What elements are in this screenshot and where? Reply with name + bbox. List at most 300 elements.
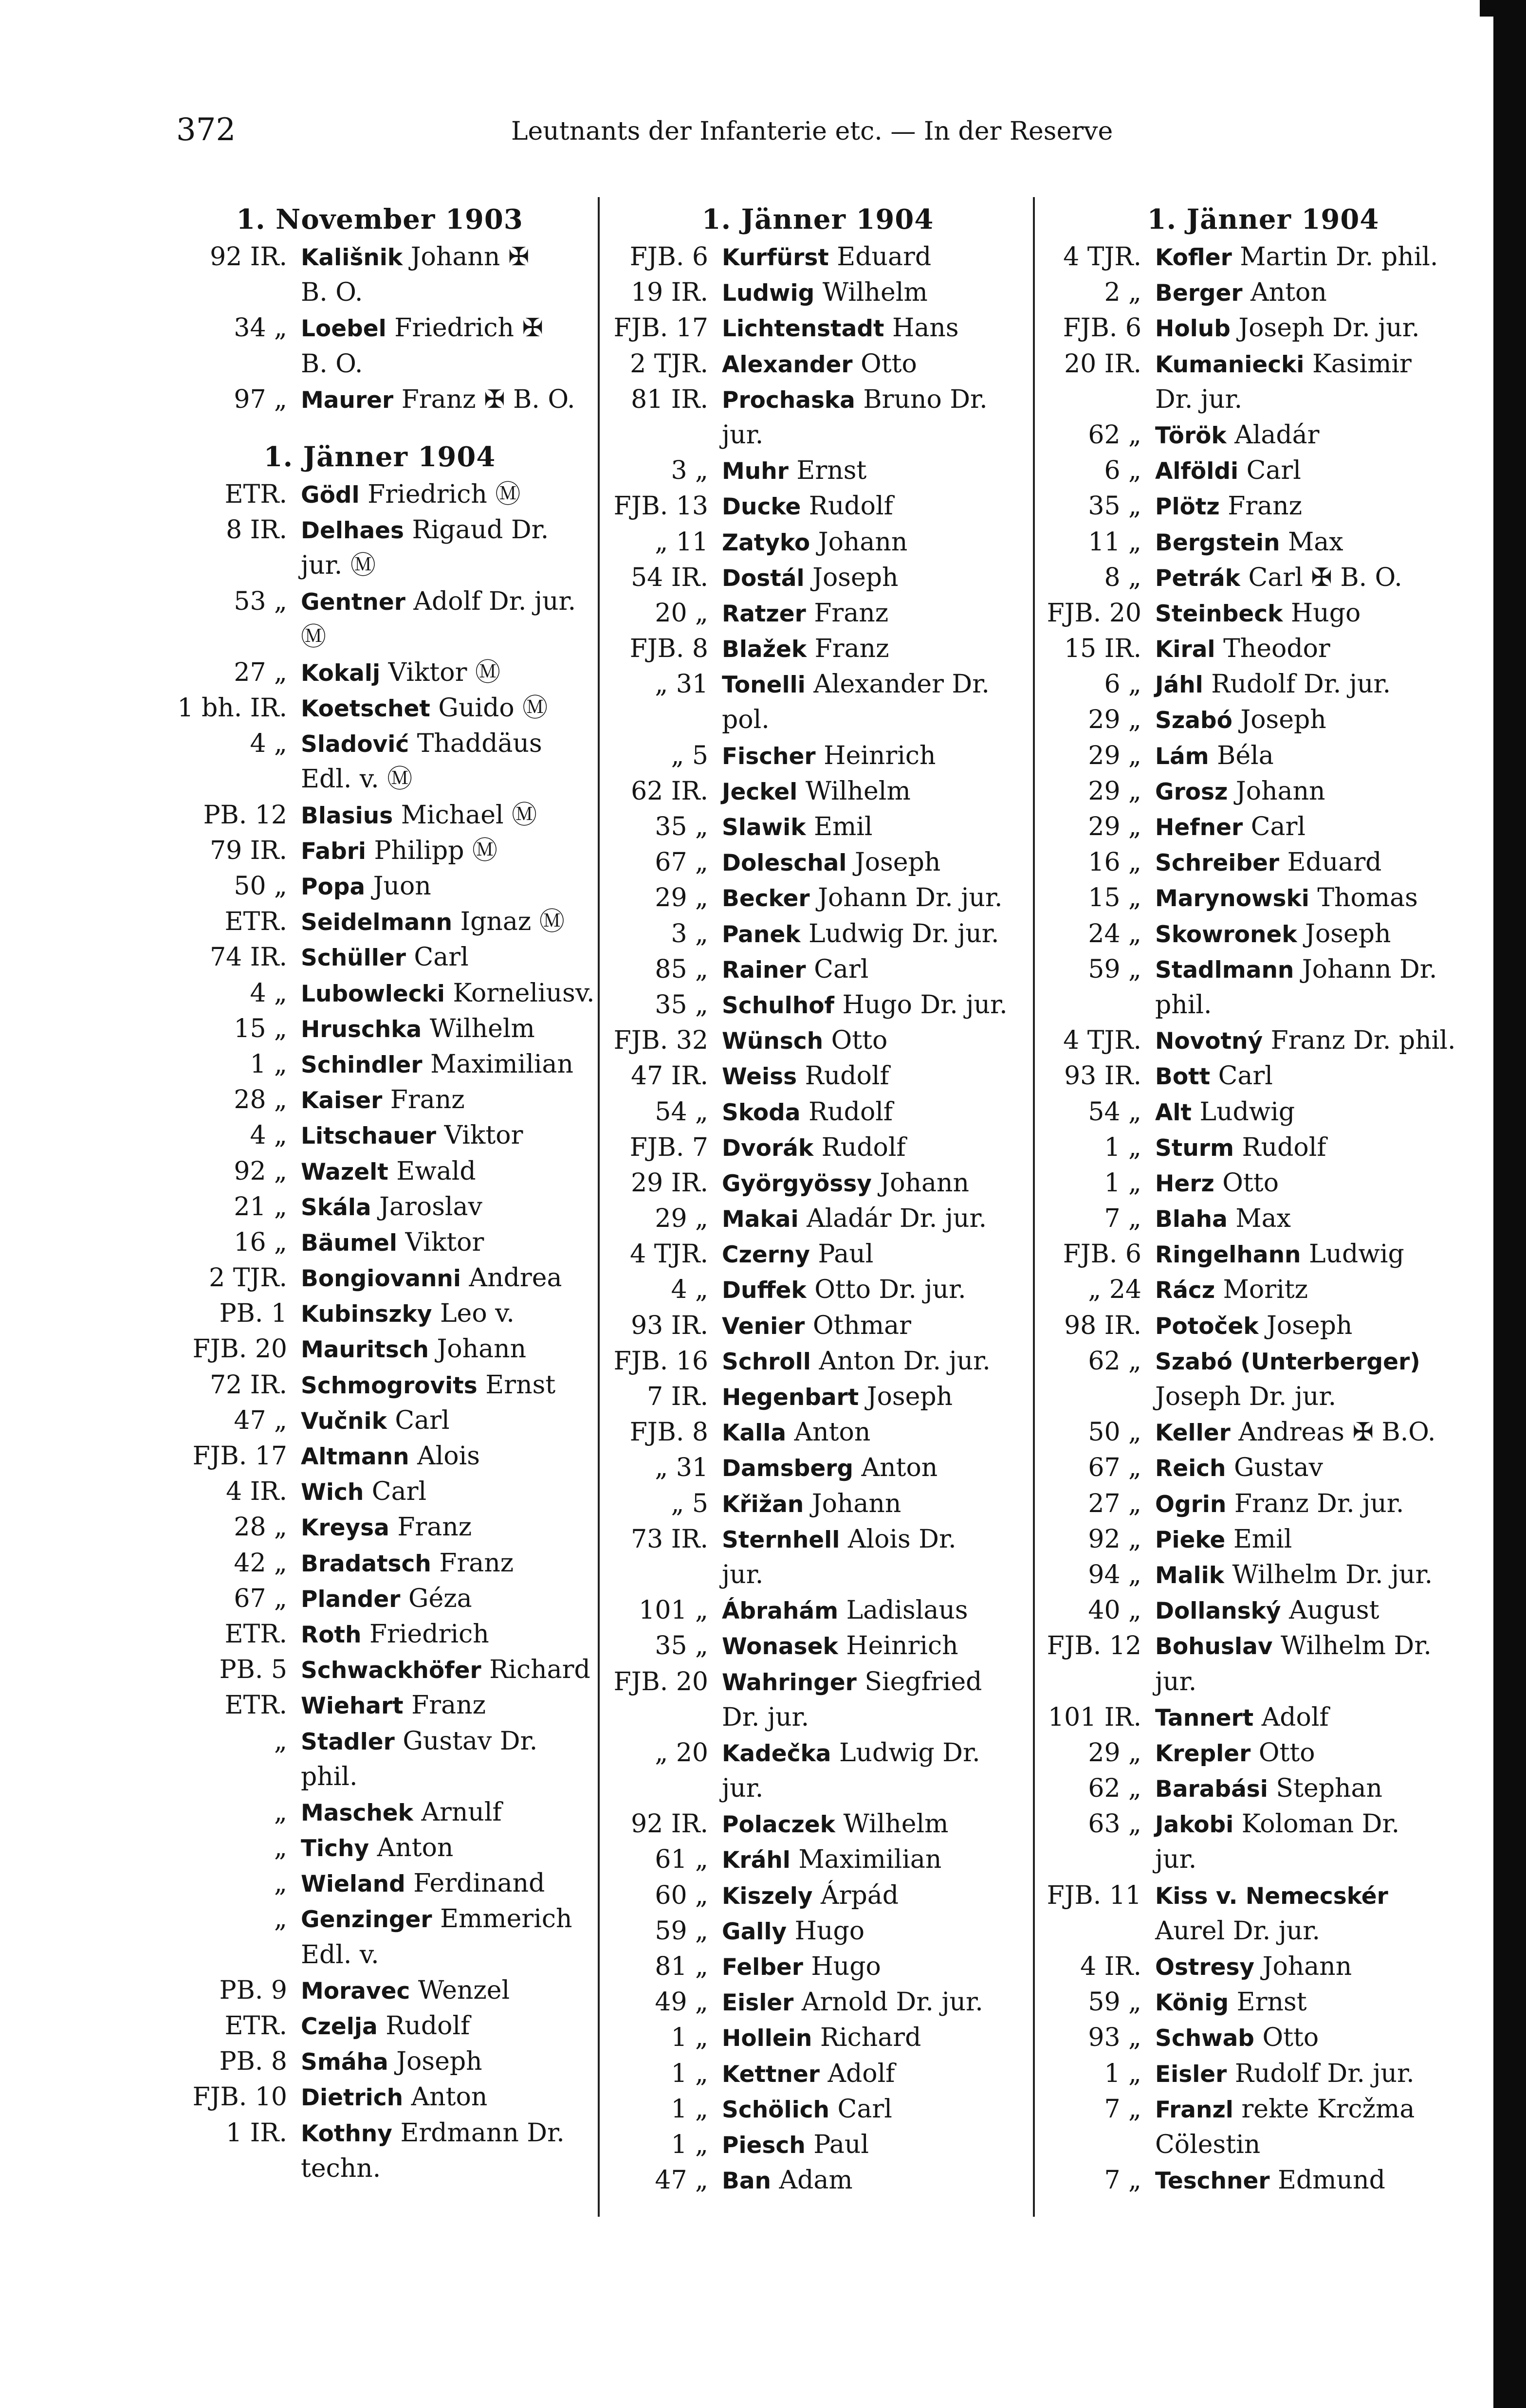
- surname: Kofler: [1155, 244, 1232, 271]
- given-name-and-notes: Cölestin: [1155, 2130, 1261, 2159]
- officer-entry: [606, 1593, 1030, 1628]
- surname: Kumaniecki: [1155, 351, 1305, 378]
- unit-label: FJB. 6: [1063, 313, 1141, 343]
- unit-label: 1 „: [671, 2094, 708, 2124]
- unit-label: 93 „: [1088, 2023, 1141, 2053]
- surname: Steinbeck: [1155, 600, 1283, 627]
- officer-name: [722, 1664, 982, 1700]
- column-1: [165, 200, 594, 2187]
- unit-label: 29 „: [1088, 705, 1141, 735]
- surname: Kothny: [301, 2120, 392, 2147]
- given-name-and-notes: Ludwig Dr.: [831, 1738, 980, 1768]
- officer-entry: [1039, 1914, 1487, 1949]
- officer-name: [722, 1308, 911, 1344]
- officer-name: [722, 1023, 887, 1059]
- officer-name: [1155, 880, 1418, 916]
- given-name-and-notes: August: [1281, 1596, 1379, 1625]
- surname: Hegenbart: [722, 1384, 859, 1411]
- officer-name: [722, 560, 899, 596]
- surname: Wonasek: [722, 1633, 838, 1660]
- given-name-and-notes: Joseph: [1232, 705, 1326, 735]
- given-name-and-notes: Viktor: [397, 1227, 484, 1257]
- officer-name: [1155, 1344, 1420, 1380]
- unit-label: ETR.: [224, 2011, 287, 2041]
- given-name-and-notes: Ludwig Dr. jur.: [800, 919, 999, 949]
- unit-label: 1 „: [671, 2059, 708, 2088]
- surname: Berger: [1155, 280, 1243, 307]
- officer-entry: [606, 1450, 1030, 1486]
- unit-label: PB. 9: [219, 1975, 287, 2005]
- officer-entry: [606, 2020, 1030, 2056]
- officer-name: [722, 667, 990, 703]
- given-name-and-notes: Rudolf: [797, 1061, 889, 1091]
- given-name-and-notes: Ⓜ: [301, 622, 327, 652]
- surname: Alföldi: [1155, 458, 1239, 485]
- given-name-and-notes: Dr. jur.: [722, 1702, 809, 1732]
- officer-entry: [1039, 845, 1487, 880]
- surname: Stadler: [301, 1728, 395, 1755]
- officer-entry: [606, 880, 1030, 916]
- unit-label: 8 IR.: [226, 515, 287, 545]
- unit-label: 19 IR.: [631, 278, 708, 308]
- given-name-and-notes: Ladislaus: [838, 1596, 968, 1625]
- officer-name: [301, 869, 431, 905]
- officer-entry: [165, 1581, 594, 1617]
- officer-name: [722, 453, 866, 489]
- unit-label: 62 „: [1088, 420, 1141, 450]
- surname: Jeckel: [722, 778, 798, 805]
- officer-name: [1155, 418, 1320, 454]
- surname: Seidelmann: [301, 909, 453, 936]
- given-name-and-notes: Michael Ⓜ: [393, 800, 537, 830]
- unit-label: 20 IR.: [1064, 349, 1141, 379]
- officer-name: [1155, 1842, 1196, 1878]
- given-name-and-notes: phil.: [301, 1762, 358, 1791]
- unit-label: 29 IR.: [631, 1168, 708, 1198]
- surname: Slawik: [722, 814, 806, 841]
- given-name-and-notes: Emmerich: [432, 1904, 572, 1934]
- surname: Fabri: [301, 838, 367, 865]
- given-name-and-notes: Jaroslav: [371, 1192, 482, 1222]
- officer-entry: [606, 2092, 1030, 2127]
- given-name-and-notes: Ernst: [788, 456, 867, 486]
- officer-name: [1155, 1308, 1352, 1344]
- column-2: [606, 200, 1030, 2198]
- given-name-and-notes: Carl: [806, 954, 869, 984]
- given-name-and-notes: Adolf: [819, 2059, 895, 2088]
- officer-name: [301, 1866, 545, 1902]
- officer-entry: [1039, 347, 1487, 382]
- officer-entry: [165, 477, 594, 512]
- given-name-and-notes: Rudolf: [1233, 1132, 1326, 1162]
- officer-entry: [1039, 310, 1487, 346]
- given-name-and-notes: Johann: [1228, 776, 1325, 806]
- unit-label: 35 „: [655, 1631, 708, 1661]
- given-name-and-notes: Maximilian: [422, 1049, 573, 1079]
- officer-name: [301, 2116, 565, 2152]
- officer-entry: [165, 1225, 594, 1260]
- given-name-and-notes: Béla: [1209, 741, 1274, 770]
- given-name-and-notes: Ferdinand: [405, 1869, 545, 1898]
- officer-entry: [165, 1866, 594, 1901]
- given-name-and-notes: Anton: [369, 1833, 454, 1863]
- unit-label: FJB. 20: [613, 1667, 708, 1697]
- surname: Kališnik: [301, 244, 403, 271]
- surname: Ostresy: [1155, 1954, 1255, 1981]
- unit-label: 27 „: [1088, 1489, 1141, 1518]
- given-name-and-notes: Erdmann Dr.: [392, 2118, 565, 2148]
- officer-name: [1155, 2092, 1415, 2128]
- officer-entry: [606, 596, 1030, 631]
- officer-name: [722, 809, 873, 845]
- surname: Kreysa: [301, 1514, 389, 1542]
- given-name-and-notes: Emil: [1225, 1524, 1292, 1554]
- given-name-and-notes: Koloman Dr.: [1233, 1809, 1400, 1839]
- given-name-and-notes: Rudolf: [801, 492, 893, 521]
- surname: Herz: [1155, 1170, 1214, 1197]
- surname: Gödl: [301, 481, 360, 509]
- surname: Teschner: [1155, 2168, 1270, 2195]
- surname: Popa: [301, 874, 366, 900]
- officer-name: [722, 382, 988, 418]
- unit-label: 74 IR.: [210, 943, 287, 972]
- given-name-and-notes: Johann: [804, 1489, 901, 1518]
- officer-name: [1155, 631, 1330, 667]
- given-name-and-notes: Wilhelm Dr. jur.: [1224, 1560, 1433, 1589]
- surname: Pieke: [1155, 1526, 1226, 1553]
- officer-name: [1155, 1058, 1273, 1095]
- officer-name: [301, 1225, 484, 1261]
- officer-name: [301, 1260, 562, 1296]
- given-name-and-notes: Joseph: [388, 2047, 482, 2077]
- officer-entry: [165, 1368, 594, 1403]
- given-name-and-notes: Edmund: [1269, 2166, 1385, 2195]
- unit-label: 16 „: [234, 1227, 287, 1257]
- officer-entry: [165, 620, 594, 655]
- officer-entry: [165, 1937, 594, 1973]
- column-divider-1: [598, 197, 600, 2217]
- officer-entry: [1039, 1166, 1487, 1201]
- unit-label: „: [274, 1833, 287, 1863]
- given-name-and-notes: Carl: [386, 1405, 450, 1435]
- officer-entry: [606, 1058, 1030, 1094]
- unit-label: ETR.: [224, 1691, 287, 1720]
- officer-name: [301, 620, 326, 656]
- officer-entry: [606, 916, 1030, 952]
- officer-name: [301, 1688, 486, 1724]
- officer-name: [1155, 596, 1361, 632]
- officer-name: [722, 1700, 809, 1736]
- surname: Wazelt: [301, 1158, 388, 1186]
- officer-name: [1155, 1557, 1433, 1593]
- given-name-and-notes: Johann: [810, 527, 908, 557]
- officer-entry: [1039, 1308, 1487, 1344]
- given-name-and-notes: jur.: [722, 420, 764, 450]
- surname: Ogrin: [1155, 1491, 1227, 1518]
- officer-entry: [1039, 1593, 1487, 1628]
- given-name-and-notes: Rudolf: [800, 1097, 893, 1127]
- surname: Panek: [722, 921, 801, 948]
- unit-label: 35 „: [1088, 492, 1141, 521]
- unit-label: FJB. 10: [192, 2082, 287, 2112]
- officer-name: [301, 310, 543, 347]
- unit-label: 50 „: [1088, 1418, 1141, 1447]
- surname: Vučnik: [301, 1407, 387, 1435]
- given-name-and-notes: Franz: [389, 1513, 472, 1542]
- surname: Piesch: [722, 2132, 806, 2159]
- officer-entry: [606, 1878, 1030, 1914]
- officer-name: [301, 1830, 453, 1866]
- surname: Hruschka: [301, 1016, 422, 1043]
- officer-entry: [606, 275, 1030, 310]
- officer-name: [301, 1439, 480, 1475]
- surname: Bohuslav: [1155, 1633, 1273, 1660]
- officer-name: [301, 1546, 514, 1582]
- unit-label: 29 „: [1088, 1738, 1141, 1768]
- officer-name: [722, 1522, 956, 1558]
- officer-name: [1155, 952, 1437, 988]
- surname: Györgyössy: [722, 1170, 872, 1197]
- officer-name: [722, 489, 893, 525]
- officer-entry: [606, 560, 1030, 596]
- unit-label: 50 „: [234, 872, 287, 901]
- unit-label: FJB. 6: [1063, 1240, 1141, 1269]
- surname: Kubinszky: [301, 1301, 432, 1328]
- officer-entry: [606, 1735, 1030, 1771]
- surname: Prochaska: [722, 386, 855, 414]
- unit-label: FJB. 12: [1047, 1631, 1141, 1661]
- given-name-and-notes: Carl: [364, 1477, 427, 1507]
- officer-entry: [1039, 489, 1487, 524]
- officer-name: [722, 2056, 895, 2092]
- officer-entry: [606, 1201, 1030, 1237]
- officer-name: [1155, 489, 1302, 525]
- surname: Makai: [722, 1206, 799, 1233]
- given-name-and-notes: Carl: [1243, 812, 1305, 841]
- officer-name: [1155, 1095, 1295, 1131]
- officer-name: [722, 1949, 881, 1985]
- officer-entry: [165, 1546, 594, 1581]
- officer-name: [1155, 2020, 1319, 2056]
- officer-entry: [606, 1486, 1030, 1522]
- officer-entry: [606, 239, 1030, 275]
- surname: Czelja: [301, 2013, 378, 2040]
- surname: Hollein: [722, 2025, 812, 2052]
- officer-name: [1155, 1771, 1382, 1807]
- officer-name: [301, 1296, 515, 1332]
- given-name-and-notes: Alexander Dr.: [805, 670, 990, 699]
- given-name-and-notes: Arnold Dr. jur.: [793, 1988, 983, 2017]
- officer-name: [722, 275, 928, 311]
- officer-name: [722, 2163, 853, 2199]
- officer-name: [301, 1795, 502, 1831]
- officer-entry: [1039, 738, 1487, 774]
- unit-label: FJB. 6: [629, 242, 708, 272]
- given-name-and-notes: Otto: [1250, 1738, 1315, 1768]
- surname: Mauritsch: [301, 1336, 429, 1364]
- given-name-and-notes: Joseph: [846, 848, 941, 877]
- given-name-and-notes: Johann Dr.: [1294, 954, 1437, 984]
- given-name-and-notes: Carl: [1238, 456, 1301, 486]
- officer-name: [722, 596, 888, 632]
- officer-entry: [1039, 1486, 1487, 1522]
- section-heading: 1. Jänner 1904: [701, 203, 934, 236]
- officer-entry: [1039, 525, 1487, 560]
- surname: Jakobi: [1155, 1811, 1234, 1839]
- officer-name: [1155, 1735, 1315, 1771]
- officer-entry: [1039, 2020, 1487, 2056]
- officer-entry: [165, 1189, 594, 1225]
- surname: Polaczek: [722, 1811, 835, 1839]
- officer-name: [722, 702, 770, 738]
- given-name-and-notes: jur.: [722, 1560, 764, 1589]
- given-name-and-notes: Andrea: [461, 1263, 562, 1293]
- officer-name: [301, 940, 469, 976]
- surname: Holub: [1155, 315, 1231, 343]
- officer-entry: [165, 1901, 594, 1937]
- surname: Barabási: [1155, 1776, 1268, 1803]
- unit-label: 60 „: [655, 1880, 708, 1910]
- unit-label: 29 „: [1088, 812, 1141, 841]
- given-name-and-notes: Edl. v. Ⓜ: [301, 765, 413, 794]
- unit-label: ETR.: [224, 907, 287, 937]
- surname: Keller: [1155, 1420, 1231, 1447]
- surname: Kiral: [1155, 636, 1215, 663]
- given-name-and-notes: Otto Dr. jur.: [806, 1275, 966, 1305]
- officer-entry: [606, 1166, 1030, 1201]
- surname: Felber: [722, 1954, 803, 1981]
- unit-label: 67 „: [655, 848, 708, 877]
- surname: Rácz: [1155, 1277, 1215, 1304]
- unit-label: FJB. 8: [629, 1418, 708, 1447]
- surname: Reich: [1155, 1455, 1226, 1482]
- officer-entry: [606, 1700, 1030, 1735]
- given-name-and-notes: Franz: [1219, 492, 1303, 521]
- unit-label: 16 „: [1088, 848, 1141, 877]
- given-name-and-notes: Theodor: [1215, 634, 1330, 664]
- surname: Tichy: [301, 1835, 369, 1862]
- officer-entry: [606, 1628, 1030, 1664]
- given-name-and-notes: Wilhelm Dr.: [1272, 1631, 1432, 1661]
- surname: Altmann: [301, 1443, 409, 1470]
- officer-entry: [1039, 239, 1487, 275]
- given-name-and-notes: Franz: [431, 1548, 514, 1578]
- officer-name: [1155, 1023, 1455, 1059]
- officer-entry: [606, 845, 1030, 880]
- unit-label: 53 „: [234, 586, 287, 616]
- surname: Eisler: [1155, 2061, 1227, 2088]
- officer-name: [1155, 1272, 1308, 1308]
- unit-label: 62 „: [1088, 1774, 1141, 1804]
- officer-name: [301, 1154, 476, 1190]
- officer-name: [722, 1415, 870, 1451]
- unit-label: 27 „: [234, 657, 287, 687]
- officer-name: [722, 1237, 873, 1273]
- officer-entry: [606, 347, 1030, 382]
- unit-label: FJB. 7: [629, 1132, 708, 1162]
- officer-entry: [1039, 1771, 1487, 1806]
- surname: Blaha: [1155, 1206, 1228, 1233]
- officer-entry: [606, 1949, 1030, 1985]
- given-name-and-notes: Johann: [1254, 1952, 1352, 1981]
- officer-entry: [606, 382, 1030, 418]
- officer-name: [722, 1201, 987, 1237]
- unit-label: FJB. 16: [613, 1346, 708, 1376]
- officer-entry: [165, 2044, 594, 2080]
- given-name-and-notes: Stephan: [1268, 1774, 1382, 1804]
- officer-entry: [165, 1296, 594, 1332]
- surname: Sladović: [301, 731, 409, 758]
- surname: Delhaes: [301, 517, 404, 545]
- officer-entry: [1039, 1130, 1487, 1166]
- officer-name: [722, 1130, 906, 1166]
- given-name-and-notes: Carl: [829, 2094, 892, 2124]
- surname: Kadečka: [722, 1740, 831, 1767]
- officer-name: [1155, 453, 1301, 489]
- officer-name: [722, 1166, 969, 1202]
- officer-entry: [165, 2080, 594, 2115]
- officer-name: [722, 1806, 948, 1842]
- officer-entry: [165, 1652, 594, 1688]
- unit-label: FJB. 32: [613, 1026, 708, 1056]
- officer-entry: [1039, 453, 1487, 489]
- unit-label: 35 „: [655, 812, 708, 841]
- surname: Skoda: [722, 1099, 801, 1126]
- officer-entry: [1039, 1237, 1487, 1272]
- surname: Török: [1155, 422, 1227, 449]
- given-name-and-notes: Franz ✠ B. O.: [393, 384, 575, 414]
- unit-label: 62 IR.: [631, 776, 708, 806]
- unit-label: 4 „: [250, 729, 287, 759]
- given-name-and-notes: Heinrich: [838, 1631, 958, 1661]
- given-name-and-notes: Rudolf: [377, 2011, 470, 2041]
- surname: Ducke: [722, 493, 801, 521]
- officer-name: [1155, 809, 1305, 845]
- unit-label: 6 „: [1104, 670, 1141, 699]
- surname: Dietrich: [301, 2084, 404, 2112]
- officer-name: [301, 1082, 465, 1118]
- unit-label: 40 „: [1088, 1596, 1141, 1625]
- officer-entry: [165, 584, 594, 620]
- unit-label: PB. 12: [203, 800, 287, 830]
- surname: Wich: [301, 1479, 364, 1506]
- officer-entry: [165, 655, 594, 691]
- given-name-and-notes: Wilhelm: [835, 1809, 949, 1839]
- surname: Roth: [301, 1621, 362, 1648]
- unit-label: 4 TJR.: [1063, 242, 1141, 272]
- given-name-and-notes: Adolf: [1253, 1702, 1329, 1732]
- officer-entry: [1039, 1450, 1487, 1486]
- officer-entry: [165, 1795, 594, 1830]
- officer-entry: [165, 1118, 594, 1153]
- officer-name: [1155, 774, 1325, 810]
- running-head: Leutnants der Infanterie etc. — In der Reserve: [511, 117, 1113, 146]
- officer-name: [722, 738, 936, 774]
- officer-entry: [165, 275, 594, 310]
- officer-name: [1155, 1379, 1336, 1415]
- surname: Ratzer: [722, 600, 806, 627]
- given-name-and-notes: Johann Dr. jur.: [809, 883, 1003, 913]
- given-name-and-notes: Thaddäus: [409, 729, 542, 759]
- officer-entry: [1039, 1522, 1487, 1557]
- given-name-and-notes: Juon: [365, 872, 431, 901]
- unit-label: 79 IR.: [210, 836, 287, 865]
- unit-label: 8 „: [1104, 563, 1141, 592]
- unit-label: „ 5: [671, 741, 708, 770]
- unit-label: FJB. 11: [1047, 1880, 1141, 1910]
- officer-name: [1155, 2163, 1385, 2199]
- officer-entry: [165, 1260, 594, 1296]
